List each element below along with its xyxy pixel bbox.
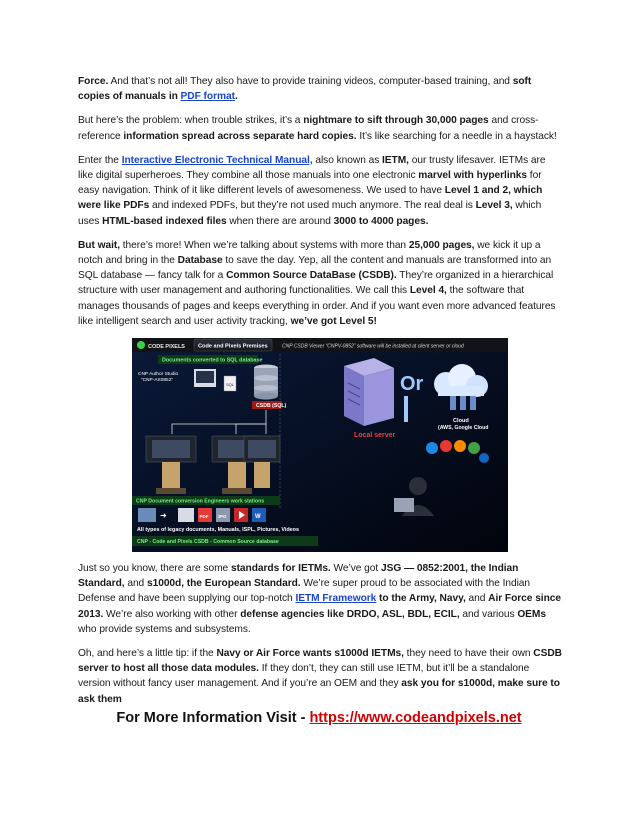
text-bold: JSG — 0852:2001, the Indian Standard, [78,563,519,590]
text: we kick it up a notch and bring in the [78,239,541,267]
text-bold: CSDB server to host all those data modules. [78,648,562,675]
text: Just so you know, there are some [78,563,231,575]
image-file-icon [178,508,194,522]
ietm-framework-link[interactable]: IETM Framework [295,593,377,605]
text-bold: But wait, [78,239,120,251]
text: We’re super proud to be associated with the Indian Defense and have been supplying our top-notch [78,578,531,605]
brand-name: CODE PIXELS [148,344,185,351]
text: And that’s not all! They also have to provide training videos, computer-based training, and [108,76,513,87]
video-file-icon [138,508,156,522]
text-bold: ask you for s1000d, make sure to ask them [78,678,560,705]
safari-browser-icon [479,453,489,463]
text: and indexed PDFs, but they’re not used much anymore. The real deal is [149,200,476,212]
sql-text: SQL [226,382,235,388]
local-server-icon [344,358,394,426]
legend-caption: CNP - Code and Pixels CSDB - Common Source database [137,539,279,546]
chrome-browser-icon [468,442,480,454]
text: and [465,593,489,605]
text: Enter the [78,154,122,166]
text-bold: Common Source DataBase (CSDB). [226,270,397,282]
text-bold: Level 1 and 2, which were like PDFs [78,185,543,212]
pdf-format-link[interactable]: PDF format [180,91,235,103]
text-bold: 25,000 pages, [408,239,475,251]
text-bold: defense agencies like DRDO, ASL, BDL, ECIL, [240,608,460,620]
csdb-label: CSDB (SQL) [256,403,287,410]
figure-canvas [132,338,508,552]
cloud-providers: (AWS, Google Cloud [438,425,489,432]
text-bold: HTML-based indexed files [102,215,227,227]
document-body [78,74,562,716]
text-bold: we’ve got Level 5! [290,315,377,327]
author-studio-label: CNP Author Studio [138,372,179,378]
brand-logo-icon [137,341,145,349]
premises-tab-label: Code and Pixels Premises [198,343,268,350]
paragraph-tip [78,646,562,707]
ietm-link[interactable]: Interactive Electronic Technical Manual, [121,154,313,166]
csdb-architecture-figure [132,338,508,552]
viewer-note: CNP CSDB Viewer “CNPV-0852” software will be installed at client server or cloud [282,343,464,350]
text: If they don’t, they can still use IETM, but it’ll be a standalone version without fancy user management. And if you’re an OEM and they [78,663,530,690]
website-link[interactable]: https://www.codeandpixels.net [309,710,522,726]
text-bold: nightmare to sift through 30,000 pages [303,115,489,127]
paragraph-ietm-intro [78,153,562,229]
text-bold: Navy or Air Force wants s1000d IETMs, [216,648,404,660]
text: also known as [312,154,383,166]
docs-converted-label: Documents converted to SQL database [162,357,263,364]
text-bold: information spread across separate hard copies. [123,130,357,142]
text: our trusty lifesaver. IETMs are like digital superheroes. They combine all those manuals into one electronic [78,154,546,182]
text-bold: to the Army, Navy, [376,593,466,605]
text-bold: marvel with hyperlinks [418,170,528,182]
legacy-documents-caption: All types of legacy documents, Manuals, ISPL, Pictures, Videos [137,527,299,534]
arrow-icon: ➜ [160,511,167,521]
text: to save the day. Yep, all the content and manuals are transformed into an SQL database — fancy talk for a [78,255,552,282]
footer-label: For More Information Visit - [116,710,310,726]
text-force: Force. [78,76,109,87]
text-bold: OEMs [517,608,546,620]
text-bold: Database [177,255,223,267]
paragraph-standards [78,561,562,637]
text: for easy navigation. Think of it like different levels of awesomeness. We used to have [78,170,542,197]
paragraph-problem [78,113,562,143]
firefox-browser-icon [454,440,466,452]
text: they need to have their own [403,648,534,660]
pdf-icon-label: PDF [199,514,209,520]
text-bold: soft copies of manuals in [78,76,532,103]
text-bold: Air Force since 2013. [78,593,561,620]
text: and [124,578,147,590]
text: when there are around [226,215,334,227]
author-studio-code: “CNP-AS0852” [141,378,173,384]
more-info-footer [0,710,638,726]
text-bold: Level 4, [409,285,447,297]
local-server-label: Local server [354,432,396,440]
edge-browser-icon [426,442,438,454]
text-bold: 3000 to 4000 pages. [333,215,429,227]
csdb-database-icon [254,365,278,400]
text: the software that manages thousands of pages and keeps everything in order. And if you want even more advanced features like intelligent search and user activity tracking, [78,285,556,327]
text-bold: IETM, [382,154,409,166]
text-bold: s1000d, the European Standard. [146,578,301,590]
text: and cross-reference [78,115,539,142]
workstations-label: CNP Document conversion Engineers work stations [136,498,265,505]
or-bar [404,396,408,422]
paragraph-training [78,74,562,104]
monitor-screen [196,371,214,383]
text: But here’s the problem: when trouble strikes, it’s a [78,115,304,127]
text: there’s more! When we’re talking about systems with more than [120,239,409,251]
text-bold: . [234,91,238,103]
text: and various [459,608,518,620]
word-icon-glyph: W [255,514,261,521]
opera-browser-icon [440,440,452,452]
text: We’re also working with other [103,608,241,620]
paragraph-database [78,238,562,329]
text: They’re organized in a hierarchical structure with user management and authoring functionalities. We call this [78,270,554,297]
text-bold: Level 3, [475,200,513,212]
jpg-icon-label: JPG [217,514,227,520]
text: which uses [78,200,542,227]
text: who provide systems and subsystems. [78,623,251,635]
text: We’ve got [330,563,381,575]
text: Oh, and here’s a little tip: if the [78,648,217,660]
text: It’s like searching for a needle in a haystack! [356,130,557,142]
or-label: Or [400,373,424,396]
text-bold: standards for IETMs. [230,563,331,575]
cloud-label: Cloud [453,418,469,425]
